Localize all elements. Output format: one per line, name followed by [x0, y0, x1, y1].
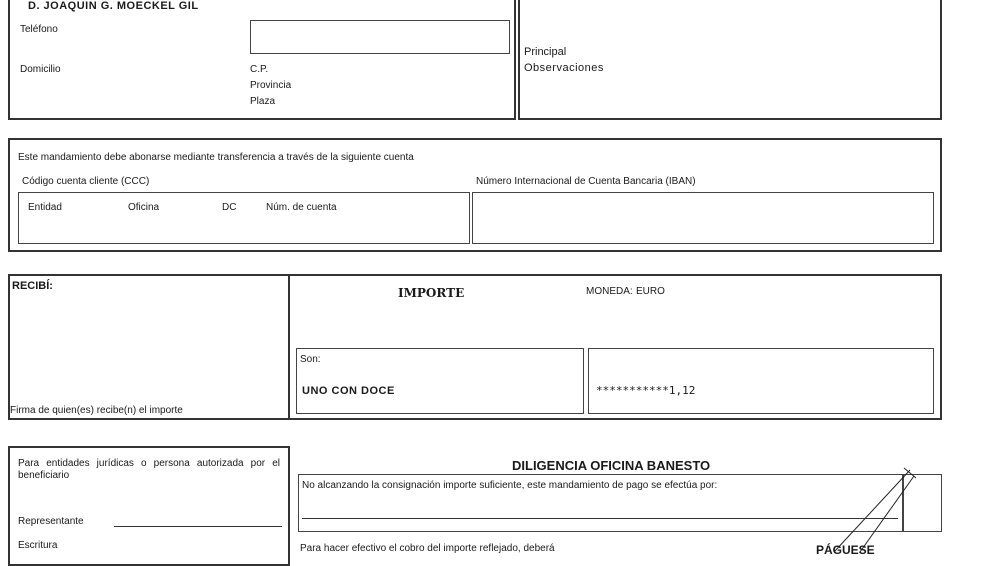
diligencia-line [302, 518, 898, 519]
entidad-label: Entidad [28, 202, 62, 213]
oficina-label: Oficina [128, 202, 160, 213]
representante-label: Representante [18, 516, 84, 527]
paguese-label: PÁGUESE [816, 543, 875, 557]
iban-label: Número Internacional de Cuenta Bancaria (IBAN) [476, 176, 696, 187]
moneda-label: MONEDA: [586, 286, 633, 297]
son-field [296, 348, 584, 414]
num-cuenta-label: Núm. de cuenta [266, 202, 337, 213]
telefono-field[interactable] [250, 20, 510, 54]
cp-label: C.P. [250, 64, 269, 75]
hacer-efectivo-text: Para hacer efectivo el cobro del importe reflejado, deberá [300, 543, 555, 554]
recibi-label: RECIBÍ: [12, 280, 53, 292]
iban-field[interactable] [472, 192, 934, 244]
domicilio-label: Domicilio [20, 64, 61, 75]
son-text: UNO CON DOCE [302, 385, 395, 397]
provincia-label: Provincia [250, 80, 292, 91]
amount-field [588, 348, 934, 414]
firma-label: Firma de quien(es) recibe(n) el importe [10, 405, 183, 416]
amount-value: ***********1,12 [596, 384, 696, 397]
representante-line [114, 526, 282, 527]
bank-instruction: Este mandamiento debe abonarse mediante transferencia a través de la siguiente cuenta [18, 152, 414, 163]
observations-box [518, 0, 942, 120]
dc-label: DC [222, 202, 237, 213]
ccc-field[interactable] [18, 192, 470, 244]
entidades-text: Para entidades jurídicas o persona autorizada por el beneficiario [18, 458, 280, 481]
observaciones-label: Observaciones [524, 62, 604, 74]
escritura-label: Escritura [18, 540, 58, 551]
moneda-value: EURO [636, 286, 665, 297]
importe-title: IMPORTE [398, 286, 465, 300]
principal-label: Principal [524, 46, 567, 58]
telefono-label: Teléfono [20, 24, 58, 35]
diligencia-title: DILIGENCIA OFICINA BANESTO [512, 458, 711, 473]
holder-name: D. JOAQUIN G. MOECKEL GIL [28, 0, 199, 12]
diligencia-text: No alcanzando la consignación importe suficiente, este mandamiento de pago se efectúa por: [302, 480, 718, 491]
ccc-label: Código cuenta cliente (CCC) [22, 176, 150, 187]
plaza-label: Plaza [250, 96, 276, 107]
son-label: Son: [300, 354, 321, 365]
recibi-box [8, 274, 290, 420]
